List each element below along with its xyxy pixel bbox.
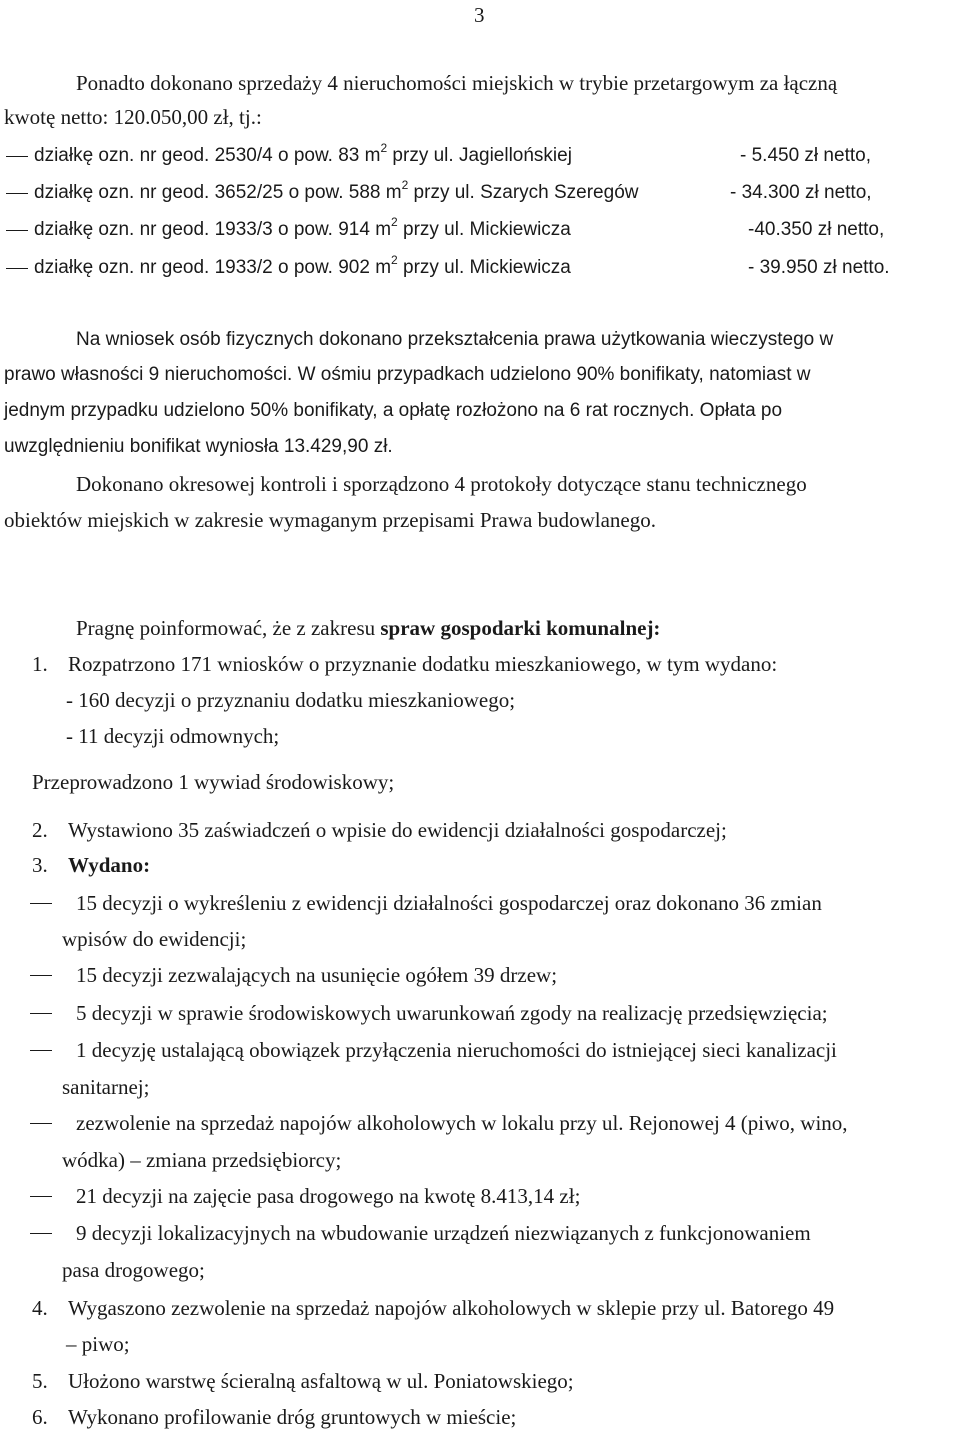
item-number: 4. xyxy=(32,1296,48,1320)
item4-line2: – piwo; xyxy=(66,1332,130,1356)
dash-bullet-icon xyxy=(30,975,52,976)
communal-intro: Pragnę poinformować, że z zakresu spraw gospodarki komunalnej: xyxy=(76,616,661,640)
sales-intro-line1: Ponadto dokonano sprzedaży 4 nieruchomości miejskich w trybie przetargowym za łączną xyxy=(76,71,838,95)
dash-bullet-icon xyxy=(30,1013,52,1014)
item1-sub2: - 11 decyzji odmownych; xyxy=(66,724,280,748)
conversion-line2: prawo własności 9 nieruchomości. W ośmiu przypadkach udzielono 90% bonifikaty, natomiast w xyxy=(4,364,811,385)
bullet-line: 5 decyzji w sprawie środowiskowych uwarunkowań zgody na realizację przedsięwzięcia; xyxy=(76,1001,828,1025)
dash-bullet-icon xyxy=(6,268,28,269)
item1-text: Rozpatrzono 171 wniosków o przyznanie dodatku mieszkaniowego, w tym wydano: xyxy=(68,652,778,676)
item1-sub1: - 160 decyzji o przyznaniu dodatku mieszkaniowego; xyxy=(66,688,516,712)
bullet-line: zezwolenie na sprzedaż napojów alkoholowych w lokalu przy ul. Rejonowej 4 (piwo, wino, xyxy=(76,1111,848,1135)
sales-item-amount: - 39.950 zł netto. xyxy=(748,257,890,278)
dash-bullet-icon xyxy=(30,1050,52,1051)
item3-label: Wydano: xyxy=(68,853,151,877)
item4-line1: Wygaszono zezwolenie na sprzedaż napojów alkoholowych w sklepie przy ul. Batorego 49 xyxy=(68,1296,835,1320)
inspection-line2: obiektów miejskich w zakresie wymaganym przepisami Prawa budowlanego. xyxy=(4,508,656,532)
bullet-line: 15 decyzji zezwalających na usunięcie ogółem 39 drzew; xyxy=(76,963,558,987)
item5-text: Ułożono warstwę ścieralną asfaltową w ul. Poniatowskiego; xyxy=(68,1369,574,1393)
bullet-line: 1 decyzję ustalającą obowiązek przyłączenia nieruchomości do istniejącej sieci kanalizacji xyxy=(76,1038,837,1062)
item-number: 6. xyxy=(32,1405,48,1429)
dash-bullet-icon xyxy=(30,903,52,904)
dash-bullet-icon xyxy=(6,156,28,157)
dash-bullet-icon xyxy=(30,1196,52,1197)
conversion-line3: jednym przypadku udzielono 50% bonifikaty, a opłatę rozłożono na 6 rat rocznych. Opłata po xyxy=(4,400,783,421)
item6-text: Wykonano profilowanie dróg gruntowych w mieście; xyxy=(68,1405,517,1429)
bullet-line: pasa drogowego; xyxy=(62,1258,205,1282)
bullet-line: 21 decyzji na zajęcie pasa drogowego na kwotę 8.413,14 zł; xyxy=(76,1184,581,1208)
bullet-line: sanitarnej; xyxy=(62,1075,150,1099)
bullet-line: 15 decyzji o wykreśleniu z ewidencji działalności gospodarczej oraz dokonano 36 zmian xyxy=(76,891,822,915)
dash-bullet-icon xyxy=(6,193,28,194)
dash-bullet-icon xyxy=(6,230,28,231)
inspection-line1: Dokonano okresowej kontroli i sporządzono 4 protokoły dotyczące stanu technicznego xyxy=(76,472,807,496)
bullet-line: 9 decyzji lokalizacyjnych na wbudowanie urządzeń niezwiązanych z funkcjonowaniem xyxy=(76,1221,811,1245)
sales-item-desc: działkę ozn. nr geod. 1933/3 o pow. 914 $m^2$ przy ul. Mickiewicza xyxy=(34,214,571,240)
sales-item-amount: - 5.450 zł netto, xyxy=(740,145,871,166)
dash-bullet-icon xyxy=(30,1123,52,1124)
page-number: 3 xyxy=(474,3,485,27)
sales-item-desc: działkę ozn. nr geod. 3652/25 o pow. 588 $m^2$ przy ul. Szarych Szeregów xyxy=(34,177,639,203)
item-number: 2. xyxy=(32,818,48,842)
bullet-line: wpisów do ewidencji; xyxy=(62,927,247,951)
item2-text: Wystawiono 35 zaświadczeń o wpisie do ewidencji działalności gospodarczej; xyxy=(68,818,727,842)
sales-item-desc: działkę ozn. nr geod. 1933/2 o pow. 902 $m^2$ przy ul. Mickiewicza xyxy=(34,252,571,278)
dash-bullet-icon xyxy=(30,1233,52,1234)
item-number: 3. xyxy=(32,853,48,877)
item1-extra: Przeprowadzono 1 wywiad środowiskowy; xyxy=(32,770,395,794)
item-number: 1. xyxy=(32,652,48,676)
conversion-line4: uwzględnieniu bonifikat wyniosła 13.429,90 zł. xyxy=(4,436,393,457)
conversion-line1: Na wniosek osób fizycznych dokonano przekształcenia prawa użytkowania wieczystego w xyxy=(76,329,834,350)
sales-intro-line2: kwotę netto: 120.050,00 zł, tj.: xyxy=(4,105,262,129)
item-number: 5. xyxy=(32,1369,48,1393)
sales-item-amount: - 34.300 zł netto, xyxy=(730,182,872,203)
sales-item-desc: działkę ozn. nr geod. 2530/4 o pow. 83 $m^2$ przy ul. Jagiellońskiej xyxy=(34,140,572,166)
bullet-line: wódka) – zmiana przedsiębiorcy; xyxy=(62,1148,342,1172)
sales-item-amount: -40.350 zł netto, xyxy=(748,219,885,240)
